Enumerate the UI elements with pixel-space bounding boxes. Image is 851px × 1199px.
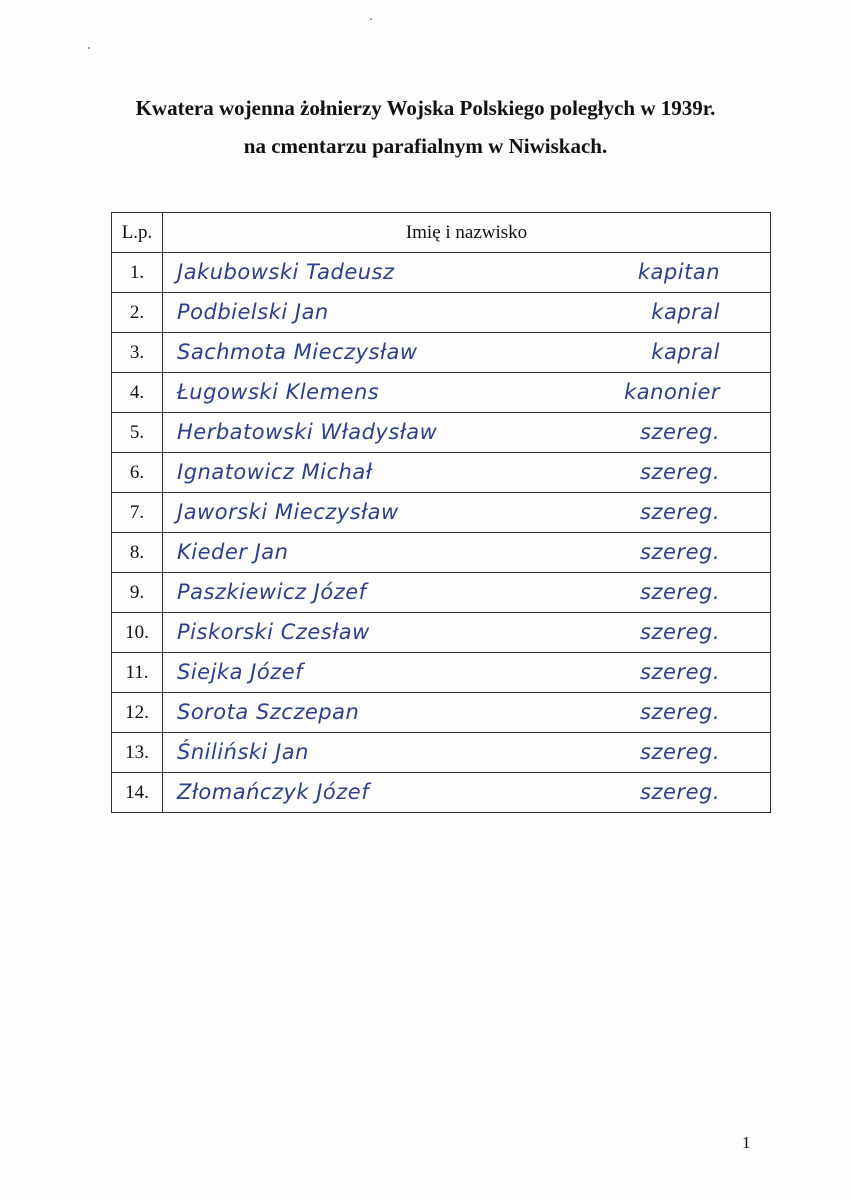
table-row (112, 733, 771, 773)
table-row (112, 293, 771, 333)
handwritten-name: Jakubowski Tadeusz (177, 260, 395, 284)
handwritten-rank: kapral (651, 340, 720, 364)
handwritten-rank: szereg. (640, 460, 720, 484)
table-row (112, 573, 771, 613)
table-row (112, 533, 771, 573)
row-number: 10. (112, 613, 163, 653)
row-number: 12. (112, 693, 163, 733)
table-row (112, 653, 771, 693)
handwritten-name: Podbielski Jan (177, 300, 329, 324)
row-number: 3. (112, 333, 163, 373)
handwritten-rank: szereg. (640, 740, 720, 764)
row-number: 8. (112, 533, 163, 573)
table-row (112, 613, 771, 653)
handwritten-name: Sachmota Mieczysław (177, 340, 418, 364)
row-number: 14. (112, 773, 163, 813)
handwritten-name: Śniliński Jan (177, 740, 309, 764)
row-number: 7. (112, 493, 163, 533)
row-number: 11. (112, 653, 163, 693)
row-name-cell (163, 653, 771, 693)
row-number: 5. (112, 413, 163, 453)
table-header-row (112, 213, 771, 253)
handwritten-name: Piskorski Czesław (177, 620, 370, 644)
row-name-cell (163, 613, 771, 653)
row-name-cell (163, 773, 771, 813)
handwritten-rank: kanonier (624, 380, 720, 404)
handwritten-rank: szereg. (640, 700, 720, 724)
handwritten-rank: kapitan (637, 260, 720, 284)
row-name-cell (163, 293, 771, 333)
page-number: 1 (742, 1133, 751, 1152)
handwritten-name: Paszkiewicz Józef (177, 580, 367, 604)
row-name-cell (163, 493, 771, 533)
handwritten-rank: szereg. (640, 660, 720, 684)
handwritten-name: Jaworski Mieczysław (177, 500, 399, 524)
handwritten-rank: szereg. (640, 580, 720, 604)
table-row (112, 773, 771, 813)
handwritten-rank: kapral (651, 300, 720, 324)
document-title-line-2: na cmentarzu parafialnym w Niwiskach. (243, 134, 608, 158)
handwritten-rank: szereg. (640, 620, 720, 644)
row-number: 1. (112, 253, 163, 293)
row-name-cell (163, 573, 771, 613)
handwritten-name: Siejka Józef (177, 660, 304, 684)
table-row (112, 453, 771, 493)
table-row (112, 413, 771, 453)
table-row (112, 693, 771, 733)
handwritten-rank: szereg. (640, 500, 720, 524)
row-name-cell (163, 373, 771, 413)
row-name-cell (163, 453, 771, 493)
handwritten-name: Złomańczyk Józef (177, 780, 370, 804)
row-name-cell (163, 413, 771, 453)
header-lp: L.p. (112, 213, 163, 253)
document-title-line-1: Kwatera wojenna żołnierzy Wojska Polskiego poległych w 1939r. (135, 96, 716, 120)
row-name-cell (163, 253, 771, 293)
handwritten-rank: szereg. (640, 420, 720, 444)
soldiers-table (111, 212, 771, 813)
handwritten-rank: szereg. (640, 540, 720, 564)
table-row (112, 493, 771, 533)
table-row (112, 253, 771, 293)
table-row (112, 373, 771, 413)
header-name: Imię i nazwisko (163, 213, 771, 253)
handwritten-name: Herbatowski Władysław (177, 420, 438, 444)
handwritten-name: Ignatowicz Michał (177, 460, 373, 484)
handwritten-rank: szereg. (640, 780, 720, 804)
table-row (112, 333, 771, 373)
scan-speck (88, 47, 90, 49)
row-number: 2. (112, 293, 163, 333)
scan-speck (370, 18, 372, 20)
row-name-cell (163, 693, 771, 733)
handwritten-name: Sorota Szczepan (177, 700, 360, 724)
row-name-cell (163, 333, 771, 373)
handwritten-name: Ługowski Klemens (177, 380, 380, 404)
handwritten-name: Kieder Jan (177, 540, 289, 564)
row-number: 4. (112, 373, 163, 413)
row-number: 6. (112, 453, 163, 493)
row-name-cell (163, 733, 771, 773)
row-number: 13. (112, 733, 163, 773)
row-number: 9. (112, 573, 163, 613)
row-name-cell (163, 533, 771, 573)
